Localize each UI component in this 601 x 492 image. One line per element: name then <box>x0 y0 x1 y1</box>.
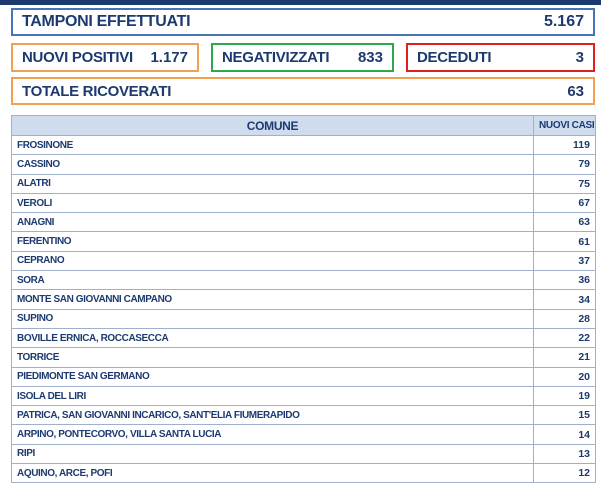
header-comune: COMUNE <box>12 116 534 136</box>
table-row <box>12 174 596 193</box>
nuovi-casi-cell: 14 <box>534 425 596 444</box>
table-row <box>12 136 596 155</box>
table-row <box>12 271 596 290</box>
nuovi-casi-cell: 36 <box>534 271 596 290</box>
positivi-label: NUOVI POSITIVI <box>22 49 133 66</box>
table-row <box>12 155 596 174</box>
table-body <box>12 136 596 483</box>
table-row <box>12 328 596 347</box>
table-row <box>12 406 596 425</box>
table-row <box>12 290 596 309</box>
deceduti-label: DECEDUTI <box>417 49 492 66</box>
comune-cell: BOVILLE ERNICA, ROCCASECCA <box>12 328 534 347</box>
table-header-row <box>12 116 596 136</box>
table-row <box>12 213 596 232</box>
comune-cell: SORA <box>12 271 534 290</box>
table-row <box>12 386 596 405</box>
comune-cell: RIPI <box>12 444 534 463</box>
nuovi-casi-cell: 28 <box>534 309 596 328</box>
comune-cell: VEROLI <box>12 193 534 212</box>
comune-cell: ANAGNI <box>12 213 534 232</box>
comune-cell: FROSINONE <box>12 136 534 155</box>
nuovi-positivi-box <box>11 43 199 72</box>
positivi-value: 1.177 <box>150 49 188 66</box>
table-row <box>12 348 596 367</box>
tamponi-effettuati-box <box>11 8 595 36</box>
nuovi-casi-cell: 119 <box>534 136 596 155</box>
tamponi-label: TAMPONI EFFETTUATI <box>22 13 191 30</box>
nuovi-casi-cell: 34 <box>534 290 596 309</box>
nuovi-casi-cell: 75 <box>534 174 596 193</box>
header-nuovi-casi: NUOVI CASI <box>534 116 596 136</box>
nuovi-casi-cell: 63 <box>534 213 596 232</box>
table-row <box>12 232 596 251</box>
table-row <box>12 425 596 444</box>
totale-ricoverati-box <box>11 77 595 105</box>
comune-cell: CASSINO <box>12 155 534 174</box>
negativizzati-box <box>211 43 394 72</box>
table-row <box>12 193 596 212</box>
nuovi-casi-cell: 12 <box>534 464 596 483</box>
comune-cell: ISOLA DEL LIRI <box>12 386 534 405</box>
nuovi-casi-cell: 67 <box>534 193 596 212</box>
negativizzati-value: 833 <box>357 49 383 66</box>
nuovi-casi-cell: 79 <box>534 155 596 174</box>
comuni-table <box>11 115 596 483</box>
deceduti-box <box>406 43 595 72</box>
table-row <box>12 464 596 483</box>
top-bar <box>0 0 601 5</box>
comune-cell: ARPINO, PONTECORVO, VILLA SANTA LUCIA <box>12 425 534 444</box>
nuovi-casi-cell: 21 <box>534 348 596 367</box>
tamponi-value: 5.167 <box>543 13 584 30</box>
table-row <box>12 367 596 386</box>
deceduti-value: 3 <box>575 49 584 66</box>
nuovi-casi-cell: 61 <box>534 232 596 251</box>
comune-cell: MONTE SAN GIOVANNI CAMPANO <box>12 290 534 309</box>
nuovi-casi-cell: 15 <box>534 406 596 425</box>
nuovi-casi-cell: 19 <box>534 386 596 405</box>
table-row <box>12 309 596 328</box>
comune-cell: TORRICE <box>12 348 534 367</box>
comune-cell: SUPINO <box>12 309 534 328</box>
nuovi-casi-cell: 20 <box>534 367 596 386</box>
nuovi-casi-cell: 22 <box>534 328 596 347</box>
comune-cell: CEPRANO <box>12 251 534 270</box>
comune-cell: PIEDIMONTE SAN GERMANO <box>12 367 534 386</box>
negativizzati-label: NEGATIVIZZATI <box>222 49 330 66</box>
nuovi-casi-cell: 37 <box>534 251 596 270</box>
ricoverati-value: 63 <box>567 82 584 100</box>
ricoverati-label: TOTALE RICOVERATI <box>22 82 172 100</box>
comune-cell: PATRICA, SAN GIOVANNI INCARICO, SANT'ELIA FIUMERAPIDO <box>12 406 534 425</box>
table-row <box>12 444 596 463</box>
comune-cell: AQUINO, ARCE, POFI <box>12 464 534 483</box>
table-row <box>12 251 596 270</box>
comune-cell: ALATRI <box>12 174 534 193</box>
comune-cell: FERENTINO <box>12 232 534 251</box>
nuovi-casi-cell: 13 <box>534 444 596 463</box>
